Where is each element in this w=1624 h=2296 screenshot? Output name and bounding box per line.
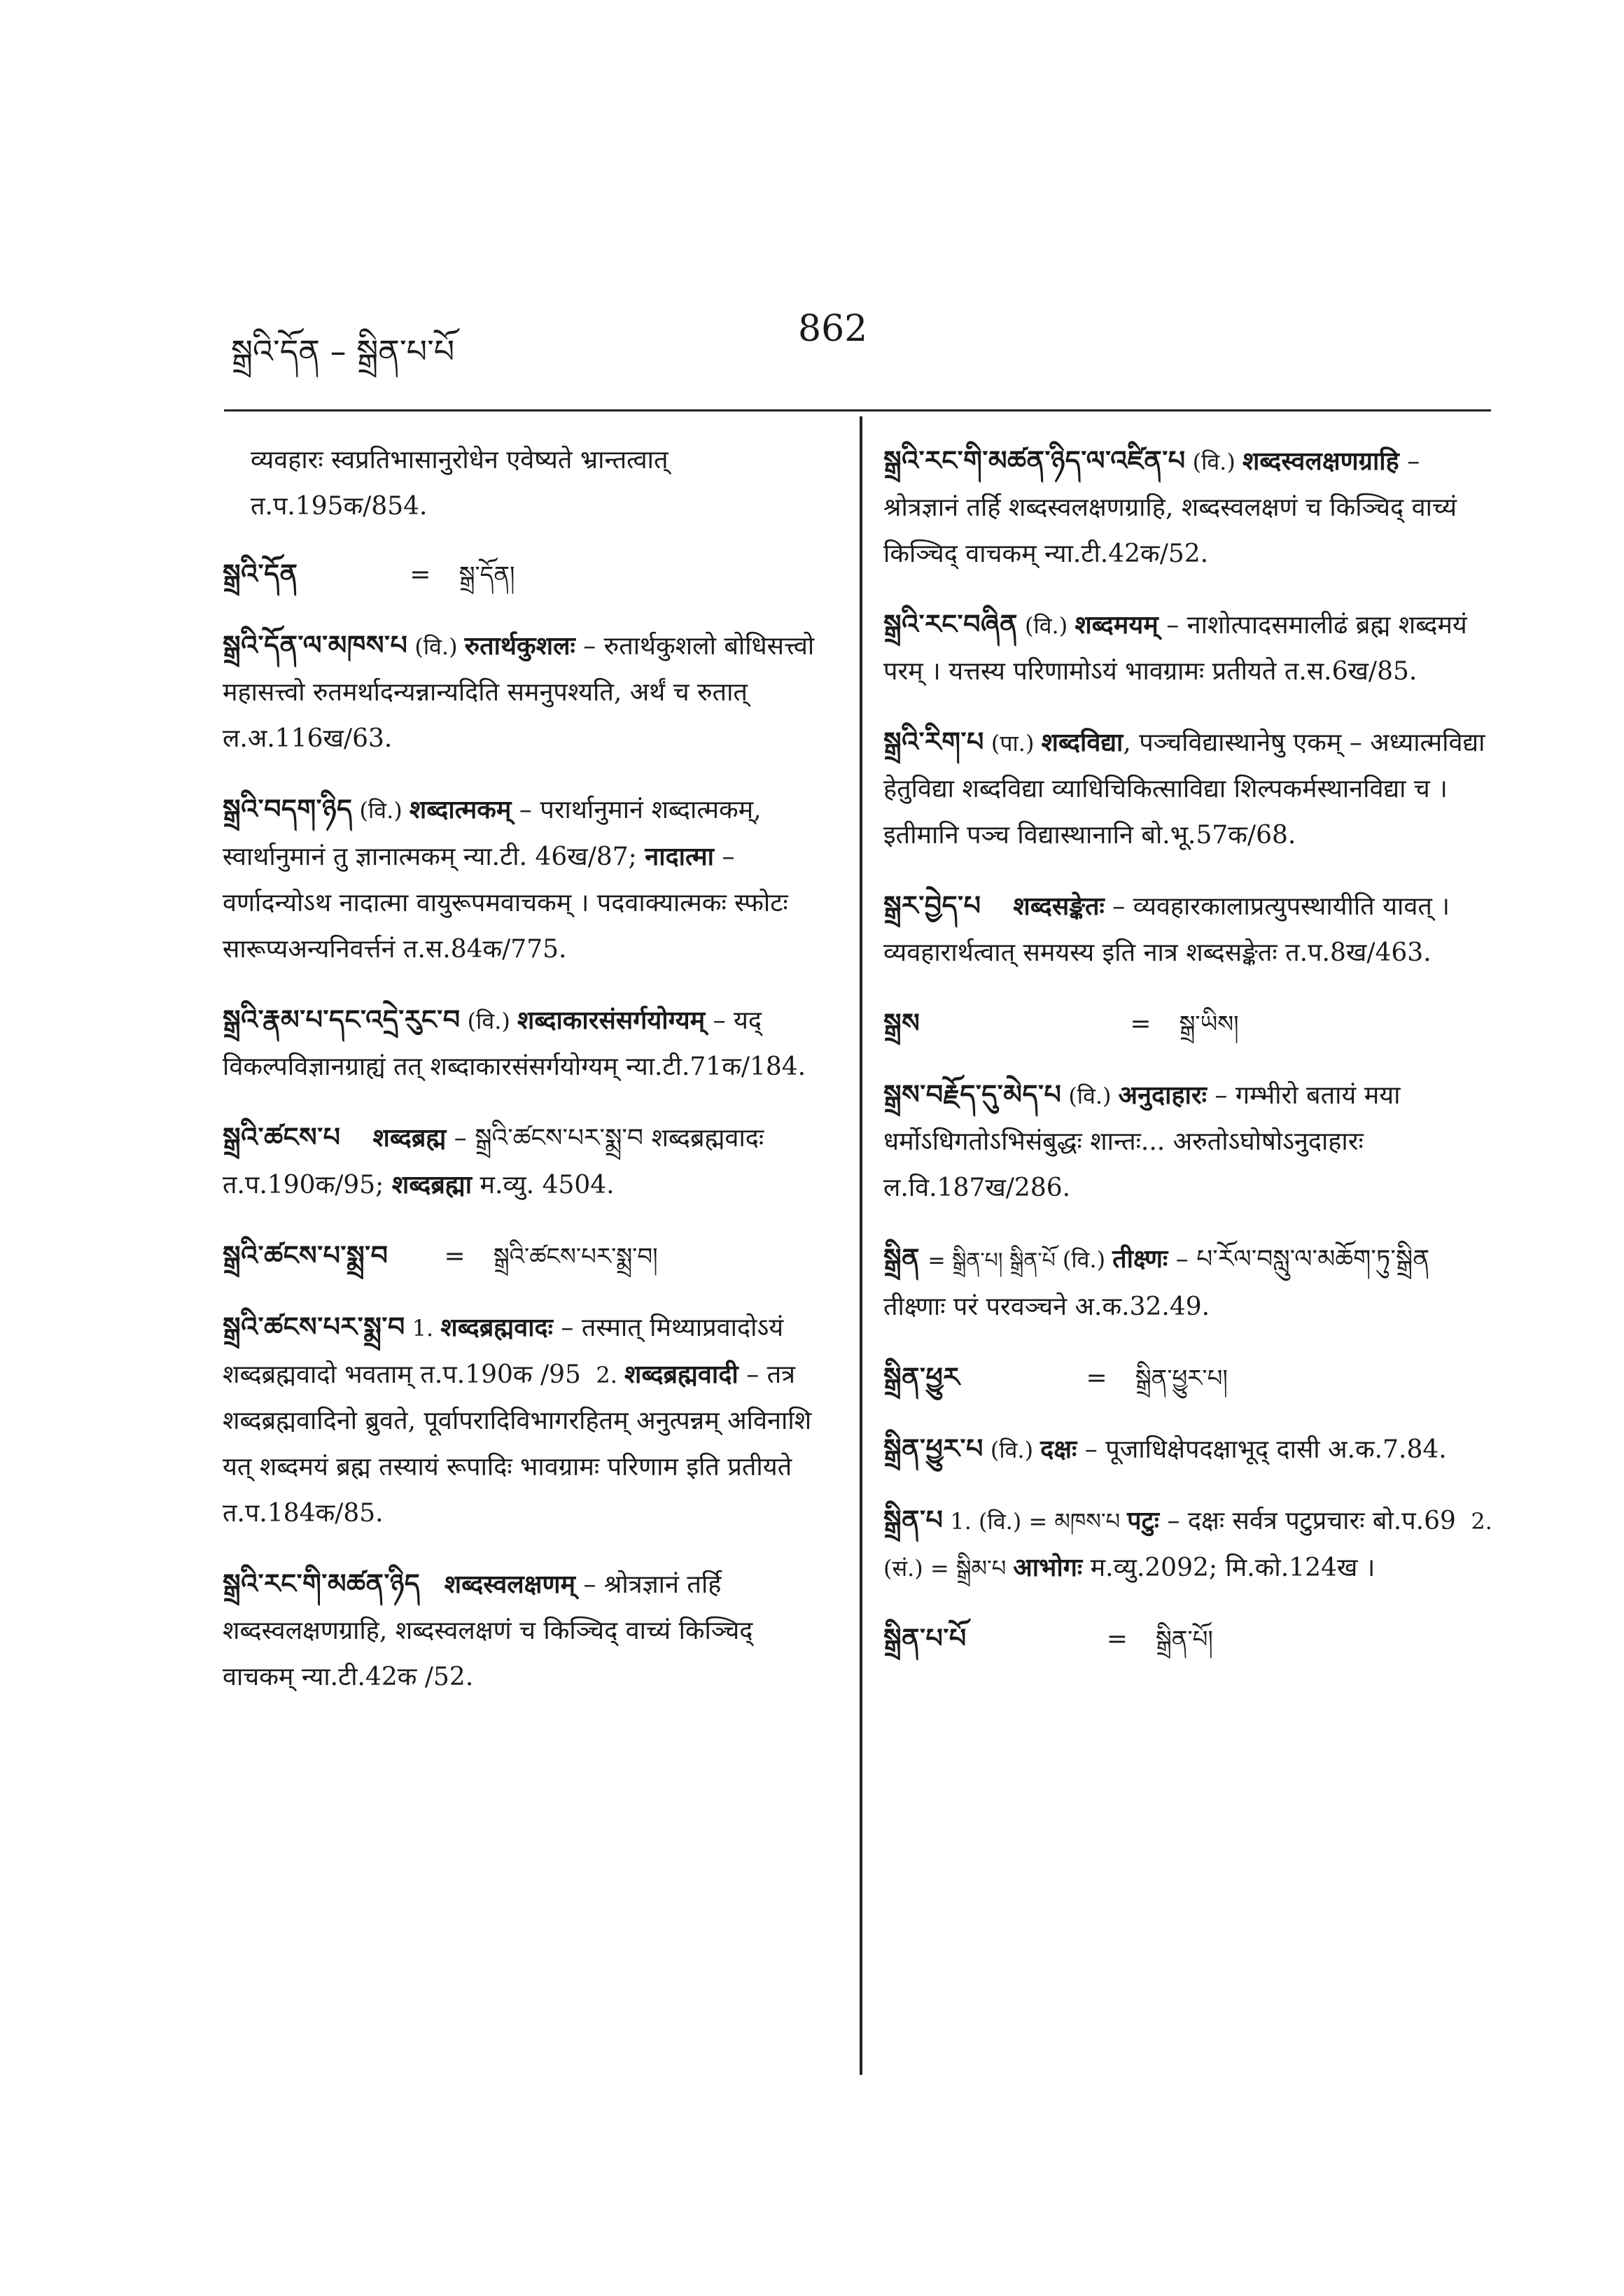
sanskrit-equivalent: शब्दस्वलक्षणग्राहि <box>1242 446 1399 476</box>
entry-headword: སྒྲིན་ཕྱུར་པ <box>883 1433 983 1464</box>
sanskrit-equivalent-2: शब्दब्रह्मा <box>391 1170 472 1199</box>
sanskrit-equivalent: शब्दमयम् <box>1074 610 1158 640</box>
grammar-tag-2: 2. <box>596 1362 617 1388</box>
dictionary-entry <box>223 996 832 1090</box>
dictionary-entry <box>223 1232 832 1280</box>
header-range: སྒྲའི་དོན – སྒྲིན་པ་པོ <box>231 332 455 370</box>
dictionary-entry <box>883 1425 1492 1473</box>
entry-text: , पञ्चविद्यास्थानेषु एकम् – अध्यात्मविद्या हेतुविद्या शब्दविद्या व्याधिचिकित्साविद्या शिल्पकर्मस्थानविद्या च । इतीमानि पञ्च विद्यास्थानानि बो.भू.57क/68. <box>883 728 1485 850</box>
entry-text: – पूजाधिक्षेपदक्षाभूद् दासी अ.क.7.84. <box>1084 1435 1447 1464</box>
sanskrit-equivalent: अनुदाहारः <box>1118 1080 1207 1110</box>
grammar-tag: (वि.) <box>990 1437 1034 1463</box>
dictionary-entry <box>223 622 832 762</box>
page-header <box>231 308 1491 371</box>
grammar-tag: (वि.) <box>414 633 458 660</box>
entry-text: – परार्थानुमानं शब्दात्मकम्, स्वार्थानुमानं तु ज्ञानात्मकम् न्या.टी. 46ख/87; <box>223 796 762 871</box>
entry-headword: སྒྲའི་ཚངས་པར་སྨྲ་བ <box>223 1311 405 1342</box>
entry-headword: སྒྲའི་རང་གི་མཚན་ཉིད་ལ་འཛིན་པ <box>883 445 1186 476</box>
sanskrit-equivalent: शब्दब्रह्म <box>372 1123 447 1153</box>
cross-reference: སྒྲིན་ཕྱུར་པ། <box>1135 1365 1228 1393</box>
entry-headword: སྒྲའི་རང་བཞིན <box>883 609 1018 640</box>
equals-sign: = <box>1086 1364 1107 1393</box>
dictionary-entry <box>883 1354 1492 1402</box>
entry-text: – སྒྲའི་ཚངས་པར་སྨྲ་བ शब्दब्रह्मवादः त.प.190क/95; <box>223 1124 764 1199</box>
header-rule <box>224 409 1491 411</box>
dictionary-entry <box>883 882 1492 976</box>
grammar-tag: (वि.) <box>1192 449 1236 475</box>
entry-text-2: म.व्यु.2092; मि.को.124ख । <box>1090 1554 1376 1582</box>
entry-text: – श्रोत्रज्ञानं तर्हि शब्दस्वलक्षणग्राहि, शब्दस्वलक्षणं च किञ्चिद् वाच्यं किञ्चिद् वाचकम् न्या.टी.42क/52. <box>883 447 1457 568</box>
entry-headword: སྒྲིན་པ་པོ <box>883 1623 967 1654</box>
cross-reference: སྒྲིན་པོ། <box>1155 1626 1213 1654</box>
entry-text: – नाशोत्पादसमालीढं ब्रह्म शब्दमयं परम् । यत्तस्य परिणामोऽयं भावग्रामः प्रतीयते त.स.6ख/85. <box>883 611 1467 686</box>
dictionary-entry <box>883 437 1492 577</box>
dictionary-entry <box>223 551 832 598</box>
dictionary-entry <box>223 1304 832 1537</box>
entry-headword: སྒྲས་བརྗོད་དུ་མེད་པ <box>883 1079 1062 1110</box>
entry-text-2: म.व्यु. 4504. <box>479 1171 615 1199</box>
equals-sign: = <box>444 1242 465 1271</box>
right-column <box>883 437 1492 1686</box>
sanskrit-equivalent: शब्दविद्या <box>1041 728 1124 757</box>
entry-text-2: – वर्णादन्योऽथ नादात्मा वायुरूपमवाचकम् । पदवाक्यात्मकः स्फोटः सारूप्यअन्यनिवर्त्तनं त.स.84क/775. <box>223 843 788 964</box>
dictionary-entry <box>223 786 832 973</box>
column-divider <box>860 416 862 2075</box>
entry-headword: སྒྲིན་པ <box>883 1505 944 1535</box>
entry-headword: སྒྲའི་རང་གི་མཚན་ཉིད <box>223 1568 421 1599</box>
sanskrit-equivalent: शब्दब्रह्मवादः <box>440 1313 553 1342</box>
entry-headword: སྒྲའི་བདག་ཉིད <box>223 794 353 824</box>
entry-headword: སྒྲའི་དོན <box>223 558 298 589</box>
dictionary-entry <box>223 1561 832 1700</box>
sanskrit-equivalent: शब्दस्वलक्षणम् <box>444 1570 576 1599</box>
dictionary-entry <box>883 601 1492 695</box>
dictionary-entry <box>223 1114 832 1209</box>
entry-text-2: – तत्र शब्दब्रह्मवादिनो ब्रुवते, पूर्वापरादिविभागरहितम् अनुत्पन्नम् अविनाशि यत् शब्दमयं ब्रह्म तस्यायं रूपादिः भावग्रामः परिणाम इति प्रतीयते त.प.184क/85. <box>223 1360 812 1528</box>
sanskrit-equivalent: शब्दाकारसंसर्गयोग्यम् <box>517 1006 706 1035</box>
entry-text: – तस्मात् मिथ्याप्रवादोऽयं शब्दब्रह्मवादो भवताम् त.प.190क /95 <box>223 1313 784 1389</box>
sanskrit-equivalent: तीक्ष्णः <box>1112 1244 1168 1274</box>
continuation-entry <box>223 437 832 530</box>
cross-reference: སྒྲ་ཡིས། <box>1179 1010 1239 1038</box>
entry-headword: སྒྲའི་རིག་པ <box>883 726 984 757</box>
dictionary-entry <box>883 719 1492 859</box>
grammar-tag: (पा.) <box>990 730 1035 756</box>
entry-headword: སྒྲས <box>883 1008 920 1038</box>
entry-headword: སྒྲའི་རྣམ་པ་དང་འདྲེ་རུང་བ <box>223 1004 461 1035</box>
dictionary-entry <box>883 1000 1492 1048</box>
variant-forms: = སྒྲིན་པ། སྒྲིན་པོ <box>927 1248 1056 1273</box>
sanskrit-equivalent: शब्दसङ्केतः <box>1013 892 1105 921</box>
equals-sign: = <box>1130 1010 1152 1038</box>
grammar-tag-2: 2. (सं.) = སྒྲིམ་པ <box>883 1508 1492 1582</box>
entry-text: – श्रोत्रज्ञानं तर्हि शब्दस्वलक्षणग्राहि, शब्दस्वलक्षणं च किञ्चिद् वाच्यं किञ्चिद् वाचकम् न्या.टी.42क /52. <box>223 1570 753 1691</box>
page-number: 862 <box>798 308 868 350</box>
cross-reference: སྒྲ་དོན། <box>458 561 515 589</box>
entry-headword: སྒྲིན་ཕྱུར <box>883 1362 960 1393</box>
grammar-tag: (वि.) <box>1062 1246 1106 1273</box>
sanskrit-equivalent-2: आभोगः <box>1013 1553 1083 1582</box>
left-column <box>223 437 832 1724</box>
sanskrit-equivalent: रुतार्थकुशलः <box>464 631 575 661</box>
grammar-tag: 1. <box>412 1315 434 1341</box>
dictionary-entry <box>883 1071 1492 1211</box>
entry-text: – रुतार्थकुशलो बोधिसत्त्वो महासत्त्वो रुतमर्थादन्यन्नान्यदिति समनुपश्यति, अर्थं च रुतात् ल.अ.116ख/63. <box>223 632 815 753</box>
entry-headword: སྒྲའི་དོན་ལ་མཁས་པ <box>223 630 408 661</box>
entry-text: – པ་རོལ་བསླུ་ལ་མཆོག་ཏུ་སྒྲིན तीक्ष्णाः परं परवञ्चने अ.क.32.49. <box>883 1245 1430 1321</box>
entry-headword: སྒྲིན <box>883 1243 920 1274</box>
dictionary-entry <box>883 1615 1492 1663</box>
grammar-tag: 1. (वि.) = མཁས་པ <box>950 1508 1121 1535</box>
grammar-tag: (वि.) <box>1024 612 1068 639</box>
sanskrit-equivalent-2: नादात्मा <box>645 842 714 871</box>
equals-sign: = <box>1106 1625 1128 1654</box>
entry-headword: སྒྲའི་ཚངས་པ <box>223 1122 341 1153</box>
entry-text: – यद् विकल्पविज्ञानग्राह्यं तत् शब्दाकारसंसर्गयोग्यम् न्या.टी.71क/184. <box>223 1006 806 1081</box>
entry-text: – दक्षः सर्वत्र पटुप्रचारः बो.प.69 <box>1167 1507 1456 1535</box>
sanskrit-equivalent: दक्षः <box>1040 1435 1077 1464</box>
sanskrit-equivalent: पटुः <box>1127 1506 1159 1535</box>
entry-text: व्यवहारः स्वप्रतिभासानुरोधेन एवेष्यते भ्रान्तत्वात् त.प.195क/854. <box>251 446 668 521</box>
grammar-tag: (वि.) <box>467 1008 510 1034</box>
dictionary-entry <box>883 1497 1492 1591</box>
sanskrit-equivalent: शब्दात्मकम् <box>409 795 512 824</box>
entry-text: – गम्भीरो बतायं मया धर्मोऽधिगतोऽभिसंबुद्धः शान्तः... अरुतोऽघोषोऽनुदाहारः ल.वि.187ख/286. <box>883 1081 1401 1202</box>
entry-headword: སྒྲར་བྱེད་པ <box>883 890 981 921</box>
entry-text: – व्यवहारकालाप्रत्युपस्थायीति यावत् । व्यवहारार्थत्वात् समयस्य इति नात्र शब्दसङ्केतः त.प.8ख/463. <box>883 892 1450 967</box>
equals-sign: = <box>410 561 431 589</box>
cross-reference: སྒྲའི་ཚངས་པར་སྨྲ་བ། <box>493 1243 658 1271</box>
grammar-tag: (वि.) <box>1068 1083 1112 1109</box>
sanskrit-equivalent-2: शब्दब्रह्मवादी <box>624 1360 738 1389</box>
grammar-tag: (वि.) <box>359 797 402 824</box>
dictionary-entry <box>883 1235 1492 1330</box>
entry-headword: སྒྲའི་ཚངས་པ་སྨྲ་བ <box>223 1240 388 1271</box>
